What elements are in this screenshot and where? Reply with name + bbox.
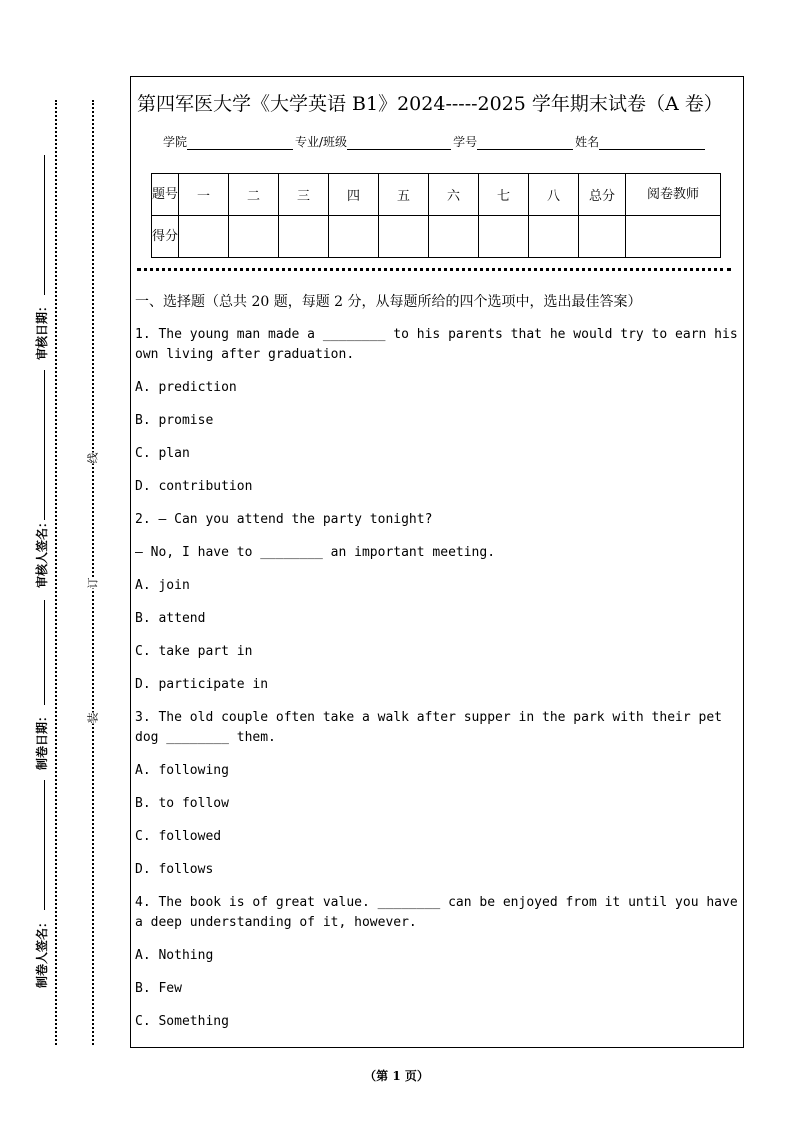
score-table-header-row: [152, 174, 721, 216]
question-stem: 4. The book is of great value. ________ can be enjoyed from it until you have a deep understanding of it, however.: [135, 895, 738, 930]
option: A. prediction: [135, 380, 237, 395]
score-cell[interactable]: [329, 216, 379, 258]
score-cell[interactable]: [429, 216, 479, 258]
option: D. participate in: [135, 677, 269, 692]
col-7: 七: [479, 174, 529, 216]
option: B. promise: [135, 413, 214, 428]
option: A. join: [135, 578, 190, 593]
total-score-cell[interactable]: [579, 216, 626, 258]
col-1: 一: [179, 174, 229, 216]
score-table-score-row: [152, 216, 721, 258]
name-label: 姓名: [575, 135, 600, 149]
col-grader: 阅卷教师: [626, 174, 721, 216]
option: A. Nothing: [135, 948, 214, 963]
question-stem: 3. The old couple often take a walk after supper in the park with their pet dog ________ them.: [135, 710, 722, 745]
score-cell[interactable]: [379, 216, 429, 258]
option: B. attend: [135, 611, 206, 626]
reviewer-signature-line[interactable]: [44, 370, 45, 520]
student-id-label: 学号: [453, 135, 478, 149]
cut-mark-zhuang: 装: [83, 713, 103, 724]
grader-cell[interactable]: [626, 216, 721, 258]
binding-dotted-line-right: [92, 100, 94, 1045]
review-date-line[interactable]: [44, 155, 45, 295]
option: C. Something: [135, 1014, 229, 1029]
college-label: 学院: [163, 135, 188, 149]
exam-title: 第四军医大学《大学英语 B1》2024-----2025 学年期末试卷（A 卷）: [137, 93, 723, 115]
name-field[interactable]: [599, 137, 705, 150]
option: A. following: [135, 763, 229, 778]
major-class-label: 专业/班级: [295, 135, 348, 149]
question-stem: 1. The young man made a ________ to his parents that he would try to earn his own living after graduation.: [135, 327, 738, 362]
paper-maker-signature-line[interactable]: [44, 780, 45, 910]
college-field[interactable]: [187, 137, 293, 150]
reviewer-signature-label: 审核人签名：: [35, 515, 49, 588]
col-6: 六: [429, 174, 479, 216]
question-number-header: 题号: [152, 174, 179, 216]
cut-mark-xian: 线: [83, 453, 103, 464]
col-8: 八: [529, 174, 579, 216]
col-5: 五: [379, 174, 429, 216]
binding-dotted-line-left: [55, 100, 57, 1045]
option: B. Few: [135, 981, 182, 996]
col-4: 四: [329, 174, 379, 216]
option: D. follows: [135, 862, 214, 877]
score-cell[interactable]: [179, 216, 229, 258]
paper-date-label: 制卷日期：: [35, 709, 49, 770]
review-date-label: 审核日期：: [35, 299, 49, 360]
score-header: 得分: [152, 216, 179, 258]
score-cell[interactable]: [529, 216, 579, 258]
exam-paper-frame: [130, 76, 744, 1048]
section-divider: [137, 268, 731, 271]
col-total: 总分: [579, 174, 626, 216]
page-number: （第 1 页）: [364, 1069, 429, 1083]
student-id-field[interactable]: [477, 137, 573, 150]
option: D. contribution: [135, 479, 253, 494]
section-title: 一、选择题（总共 20 题，每题 2 分，从每题所给的四个选项中，选出最佳答案）: [135, 294, 642, 310]
option: B. to follow: [135, 796, 229, 811]
score-cell[interactable]: [279, 216, 329, 258]
score-cell[interactable]: [479, 216, 529, 258]
student-info-row: [163, 133, 707, 150]
paper-date-line[interactable]: [44, 600, 45, 705]
col-3: 三: [279, 174, 329, 216]
col-2: 二: [229, 174, 279, 216]
question-stem-reply: — No, I have to ________ an important meeting.: [135, 545, 496, 560]
cut-mark-ding: 订: [83, 578, 103, 589]
questions-area: [135, 291, 741, 1045]
question-stem: 2. — Can you attend the party tonight?: [135, 512, 433, 527]
score-cell[interactable]: [229, 216, 279, 258]
option: C. plan: [135, 446, 190, 461]
major-class-field[interactable]: [347, 137, 451, 150]
option: C. followed: [135, 829, 222, 844]
option: C. take part in: [135, 644, 253, 659]
paper-maker-signature-label: 制卷人签名：: [35, 915, 49, 988]
score-table: [151, 173, 721, 258]
